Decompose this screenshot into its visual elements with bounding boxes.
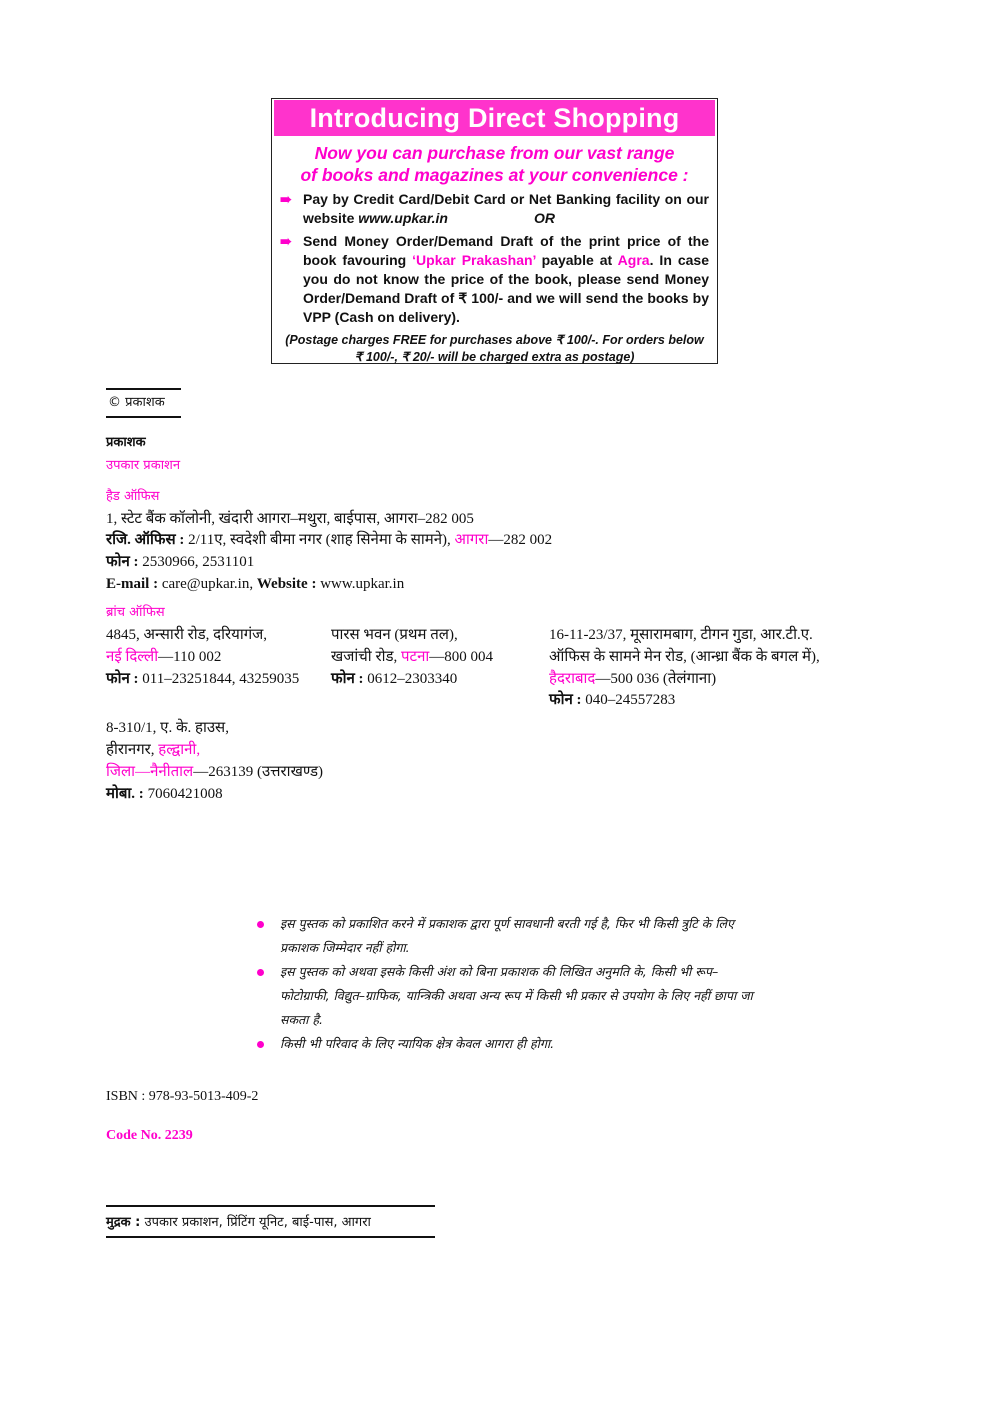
isbn: ISBN : 978-93-5013-409-2 [106, 1089, 259, 1104]
reg-office-address: 2/11ए, स्वदेशी बीमा नगर (शाह सिनेमा के सामने), [184, 532, 455, 548]
ad-subtitle-line2: of books and magazines at your convenience : [300, 165, 689, 185]
email-value[interactable]: care@upkar.in, [158, 576, 257, 592]
ad-note-line2: ₹ 100/-, ₹ 20/- will be charged extra as postage) [354, 350, 635, 364]
note-text: इस पुस्तक को प्रकाशित करने में प्रकाशक द्वारा पूर्ण सावधानी बरती गई है, फिर भी किसी त्रुटि के लिए प्रकाशक जिम्मेदार नहीं होगा. [280, 916, 734, 955]
delhi-pin: —110 002 [158, 649, 222, 665]
ad-bullet2-part3: . In case you do not know the price of the book, please send Money Order/Demand Draft of ₹ 100/- and we will send the books by VPP (Cash on delivery). [303, 252, 709, 325]
ad-bullet1-text: Pay by Credit Card/Debit Card or Net Banking facility on our website [303, 191, 709, 226]
ad-city: Agra [617, 252, 650, 268]
head-office-label: हैड ऑफिस [106, 489, 160, 504]
head-office-contact [106, 573, 404, 595]
haldwani-mobile-value: 7060421008 [143, 786, 223, 802]
delhi-city: नई दिल्ली [106, 649, 159, 665]
registered-office [106, 529, 552, 551]
printer-bottom-rule [106, 1236, 435, 1238]
ad-subtitle [272, 142, 717, 186]
publisher-name: उपकार प्रकाशन [106, 458, 181, 473]
patna-pin: —800 004 [429, 649, 494, 665]
bullet-dot-icon [257, 969, 264, 976]
phone-value: 2530966, 2531101 [138, 554, 255, 570]
patna-phone [331, 668, 457, 690]
hyderabad-address-line2: ऑफिस के सामने मेन रोड, (आन्ध्रा बैंक के बगल में), [549, 649, 820, 665]
bullet-dot-icon [257, 1041, 264, 1048]
hyderabad-city: हैदराबाद [549, 671, 596, 687]
branch-office-label: ब्रांच ऑफिस [106, 605, 165, 620]
ad-title: Introducing Direct Shopping [274, 100, 715, 136]
arrow-icon: ➠ [280, 191, 292, 207]
haldwani-district: जिला—नैनीताल [106, 764, 194, 780]
email-label: E-mail : [106, 576, 159, 592]
ad-subtitle-line1: Now you can purchase from our vast range [314, 143, 675, 163]
patna-city: पटना [401, 649, 430, 665]
delhi-city-line [106, 646, 221, 668]
bullet-dot-icon [257, 921, 264, 928]
delhi-phone [106, 668, 299, 690]
ad-bullet-online [272, 190, 717, 228]
delhi-phone-value: 011–23251844, 43259035 [138, 671, 300, 687]
patna-address-line1: पारस भवन (प्रथम तल), [331, 627, 458, 643]
arrow-icon: ➠ [280, 233, 292, 249]
website-value[interactable]: www.upkar.in [316, 576, 405, 592]
patna-address-line2: खजांची रोड, [331, 649, 401, 665]
printer-line [106, 1212, 371, 1234]
hyderabad-phone [549, 689, 675, 711]
ad-note-line1: (Postage charges FREE for purchases above ₹ 100/-. For orders below [285, 333, 704, 347]
reg-office-city: आगरा [454, 532, 489, 548]
ad-postage-note [272, 332, 717, 366]
copyright-bottom-rule [106, 416, 181, 418]
ad-bullet-money-order [272, 232, 717, 327]
reg-office-pin: —282 002 [488, 532, 553, 548]
haldwani-pin: —263139 (उत्तराखण्ड) [193, 764, 323, 780]
hyderabad-pin: —500 036 (तेलंगाना) [595, 671, 717, 687]
patna-phone-label: फोन : [331, 671, 364, 687]
phone-label: फोन : [106, 554, 139, 570]
ad-or-text: OR [533, 210, 555, 226]
ad-bullet2-part2: payable at [535, 252, 618, 268]
website-label: Website : [256, 576, 317, 592]
delhi-phone-label: फोन : [106, 671, 139, 687]
disclaimer-notes [255, 912, 755, 1056]
ad-bullet2-part1: Send Money Order/Demand Draft of the print price of the book favouring [303, 233, 709, 268]
haldwani-area: हीरानगर, [106, 742, 159, 758]
direct-shopping-ad [271, 98, 718, 364]
head-office-address: 1, स्टेट बैंक कॉलोनी, खंदारी आगरा–मथुरा, बाईपास, आगरा–282 005 [106, 511, 474, 527]
haldwani-address-line1: 8-310/1, ए. के. हाउस, [106, 720, 229, 736]
patna-city-line [331, 646, 493, 668]
note-item [255, 960, 755, 1032]
haldwani-mobile [106, 783, 223, 805]
hyderabad-city-line [549, 668, 716, 690]
head-office-phone [106, 551, 254, 573]
ad-publisher-name: ‘Upkar Prakashan’ [412, 252, 536, 268]
haldwani-mobile-label: मोबा. : [106, 786, 144, 802]
note-text: किसी भी परिवाद के लिए न्यायिक क्षेत्र केवल आगरा ही होगा. [280, 1036, 555, 1051]
delhi-address-line1: 4845, अन्सारी रोड, दरियागंज, [106, 627, 268, 643]
reg-office-label: रजि. ऑफिस : [106, 532, 185, 548]
haldwani-city: हल्द्वानी, [158, 742, 201, 758]
copyright: © प्रकाशक [108, 395, 165, 410]
note-item [255, 1032, 755, 1056]
patna-phone-value: 0612–2303340 [363, 671, 458, 687]
ad-website-link[interactable]: www.upkar.in [358, 210, 448, 226]
printer-top-rule [106, 1205, 435, 1207]
copyright-top-rule [106, 388, 181, 390]
publisher-label: प्रकाशक [106, 435, 146, 450]
note-text: इस पुस्तक को अथवा इसके किसी अंश को बिना प्रकाशक की लिखित अनुमति के, किसी भी रूप–फोटोग्राफी, विद्युत–ग्राफिक, यान्त्रिकी अथवा अन्य रूप में किसी भी प्रकार से उपयोग के लिए नहीं छापा जा सकता है. [280, 964, 753, 1027]
hyderabad-address-line1: 16-11-23/37, मूसारामबाग, टीगन गुडा, आर.टी.ए. [549, 627, 813, 643]
printer-label: मुद्रक : [106, 1215, 141, 1230]
haldwani-district-line [106, 761, 323, 783]
code-number: Code No. 2239 [106, 1128, 193, 1143]
hyderabad-phone-label: फोन : [549, 692, 582, 708]
printer-value: उपकार प्रकाशन, प्रिंटिंग यूनिट, बाई-पास, आगरा [140, 1215, 371, 1230]
haldwani-address-line2 [106, 739, 200, 761]
note-item [255, 912, 755, 960]
hyderabad-phone-value: 040–24557283 [581, 692, 676, 708]
